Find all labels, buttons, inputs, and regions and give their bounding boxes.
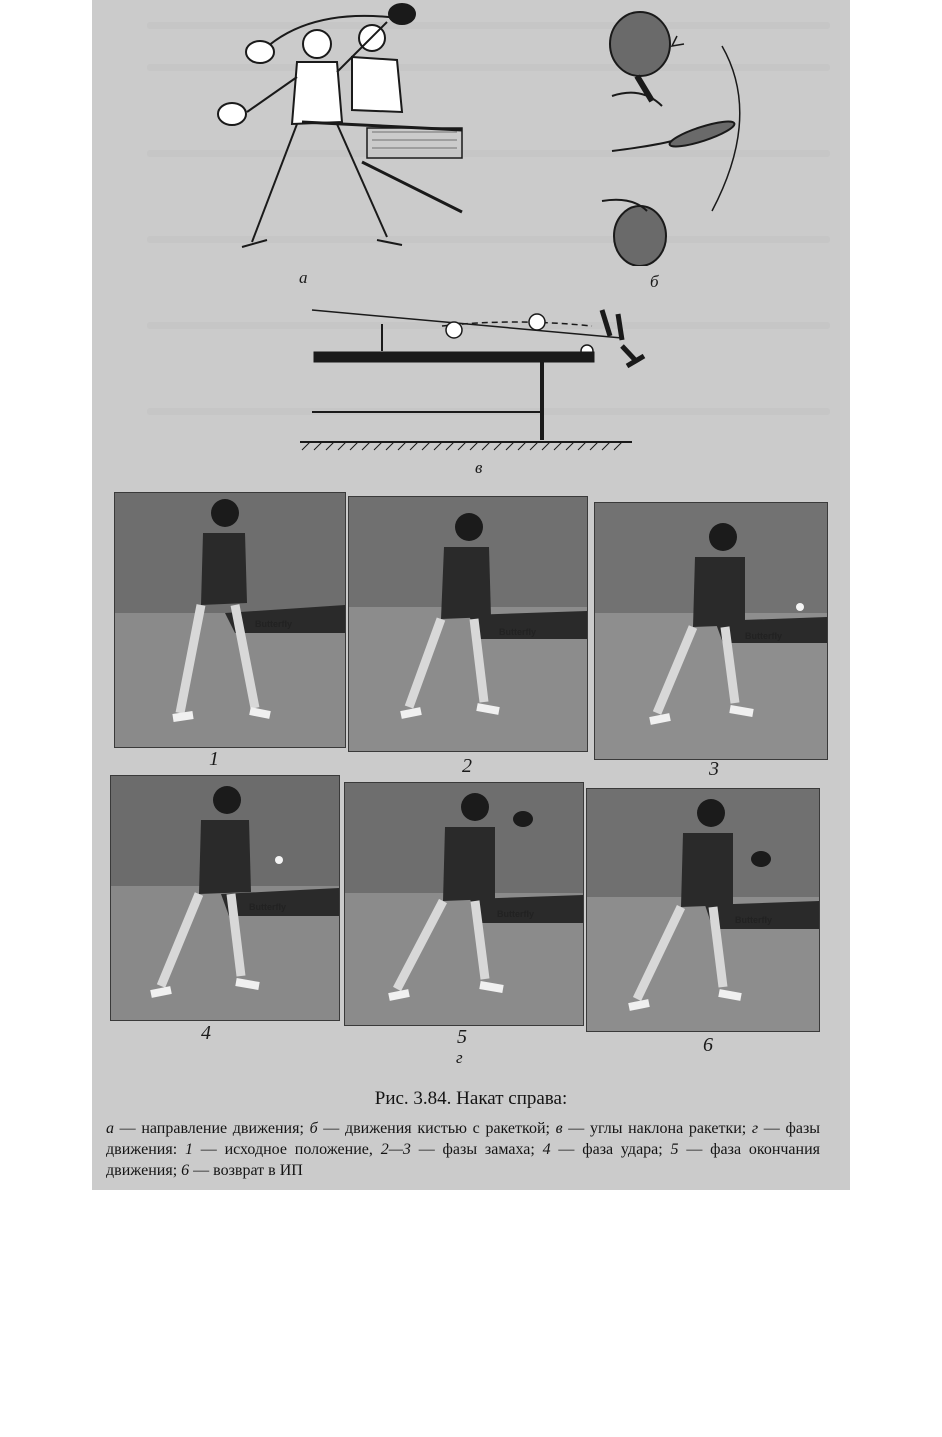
photo-number-6: 6 <box>703 1034 713 1056</box>
caption-text-2-3: — фазы замаха; <box>410 1141 543 1158</box>
panel-label-v: в <box>475 458 483 477</box>
table-brand-text: Butterfly <box>499 627 537 637</box>
photo-phase-1-image <box>115 493 345 747</box>
photo-number-4: 4 <box>201 1022 211 1044</box>
caption-text-v: — углы наклона ракетки; <box>562 1120 752 1137</box>
caption-number-1: 1 <box>184 1141 193 1158</box>
caption-letter-v: в <box>555 1120 563 1137</box>
table-brand-text: Butterfly <box>735 915 773 925</box>
caption-text-6: — возврат в ИП <box>189 1162 303 1179</box>
table-brand-text: Butterfly <box>497 909 535 919</box>
caption-letter-g: г <box>751 1120 759 1137</box>
photo-phase-5-image <box>345 783 583 1025</box>
caption-text-1: — исходное положение, <box>192 1141 381 1158</box>
photo-phase-6-image <box>587 789 819 1031</box>
photo-phase-4-image <box>111 776 339 1020</box>
caption-text-b: — движения кистью с ракеткой; <box>317 1120 556 1137</box>
caption-letter-b: б <box>309 1120 318 1137</box>
photo-phase-2-image <box>349 497 587 751</box>
photo-phase-5 <box>344 782 584 1026</box>
wrist-drawing-b <box>592 6 762 266</box>
photo-phase-2 <box>348 496 588 752</box>
caption-letter-a: а <box>106 1120 114 1137</box>
panel-label-g: г <box>456 1048 463 1067</box>
table-brand-text: Butterfly <box>255 619 293 629</box>
photo-phase-1 <box>114 492 346 748</box>
caption-text-a: — направление движения; <box>114 1120 310 1137</box>
caption-number-4: 4 <box>542 1141 551 1158</box>
caption-number-2-3: 2—3 <box>380 1141 411 1158</box>
photo-number-3: 3 <box>709 758 719 780</box>
photo-number-2: 2 <box>462 755 472 777</box>
caption-text-5: — фаза окончания движения; <box>106 1141 821 1179</box>
photo-phase-3 <box>594 502 828 760</box>
figure-caption-title: Рис. 3.84. Накат справа: <box>374 1088 568 1109</box>
caption-number-6: 6 <box>181 1162 190 1179</box>
photo-phase-3-image <box>595 503 827 759</box>
player-drawing-a <box>212 2 472 262</box>
table-brand-text: Butterfly <box>745 631 783 641</box>
caption-number-5: 5 <box>670 1141 679 1158</box>
table-brand-text: Butterfly <box>249 902 287 912</box>
book-page <box>92 0 850 1190</box>
photo-number-5: 5 <box>457 1026 467 1048</box>
photo-number-1: 1 <box>209 748 219 770</box>
figure-caption <box>106 1118 820 1181</box>
photo-phase-4 <box>110 775 340 1021</box>
panel-label-a: а <box>299 268 308 287</box>
caption-text-4: — фаза удара; <box>550 1141 671 1158</box>
photo-phase-6 <box>586 788 820 1032</box>
caption-text-g: — фазы движения: <box>106 1120 821 1158</box>
racket-angle-diagram-v <box>292 296 662 456</box>
panel-label-b: б <box>650 272 659 291</box>
